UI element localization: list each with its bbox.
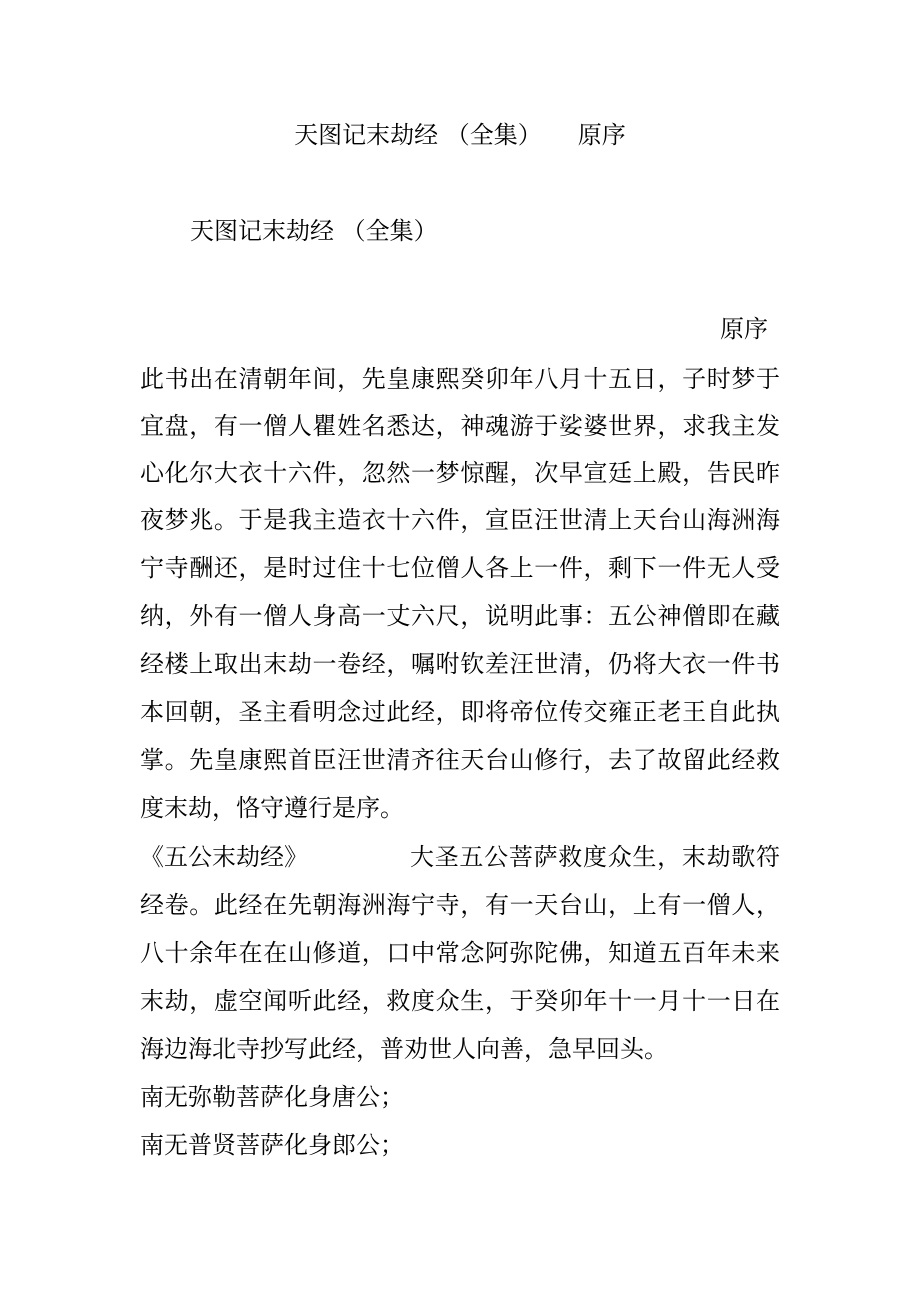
paragraph-line: 末劫，虚空闻听此经，救度众生，于癸卯年十一月十一日在 [140, 987, 780, 1015]
paragraph-line: 八十余年在在山修道，口中常念阿弥陀佛，知道五百年未来 [140, 939, 780, 967]
paragraph-line: 宁寺酬还，是时过住十七位僧人各上一件，剩下一件无人受 [140, 554, 780, 582]
document-title: 天图记末劫经 （全集） 原序 [294, 121, 626, 149]
paragraph-line: 夜梦兆。于是我主造衣十六件，宣臣汪世清上天台山海洲海 [140, 506, 780, 534]
paragraph-line: 掌。先皇康熙首臣汪世清齐往天台山修行，去了故留此经救 [140, 746, 780, 774]
sutra-first-line: 大圣五公菩萨救度众生，末劫歌符 [410, 843, 780, 871]
invocation-line: 南无弥勒菩萨化身唐公； [140, 1083, 404, 1111]
paragraph-line: 度末劫，恪守遵行是序。 [140, 794, 404, 822]
preface-label: 原序 [720, 315, 768, 343]
paragraph-line: 宜盘，有一僧人瞿姓名悉达，神魂游于娑婆世界，求我主发 [140, 412, 780, 440]
sutra-heading: 《五公末劫经》 [140, 843, 308, 871]
paragraph-line: 心化尔大衣十六件，忽然一梦惊醒，次早宣廷上殿，告民昨 [140, 459, 780, 487]
paragraph-line: 经卷。此经在先朝海洲海宁寺，有一天台山，上有一僧人， [140, 891, 780, 919]
document-subtitle: 天图记末劫经 （全集） [190, 217, 438, 245]
paragraph-line: 纳，外有一僧人身高一丈六尺，说明此事：五公神僧即在藏 [140, 602, 780, 630]
invocation-line: 南无普贤菩萨化身郎公； [140, 1131, 404, 1159]
paragraph-line: 海边海北寺抄写此经，普劝世人向善，急早回头。 [140, 1035, 668, 1063]
paragraph-line: 经楼上取出末劫一卷经，嘱咐钦差汪世清，仍将大衣一件书 [140, 650, 780, 678]
paragraph-line: 本回朝，圣主看明念过此经，即将帝位传交雍正老王自此执 [140, 698, 780, 726]
paragraph-line: 此书出在清朝年间，先皇康熙癸卯年八月十五日，子时梦于 [140, 365, 780, 393]
